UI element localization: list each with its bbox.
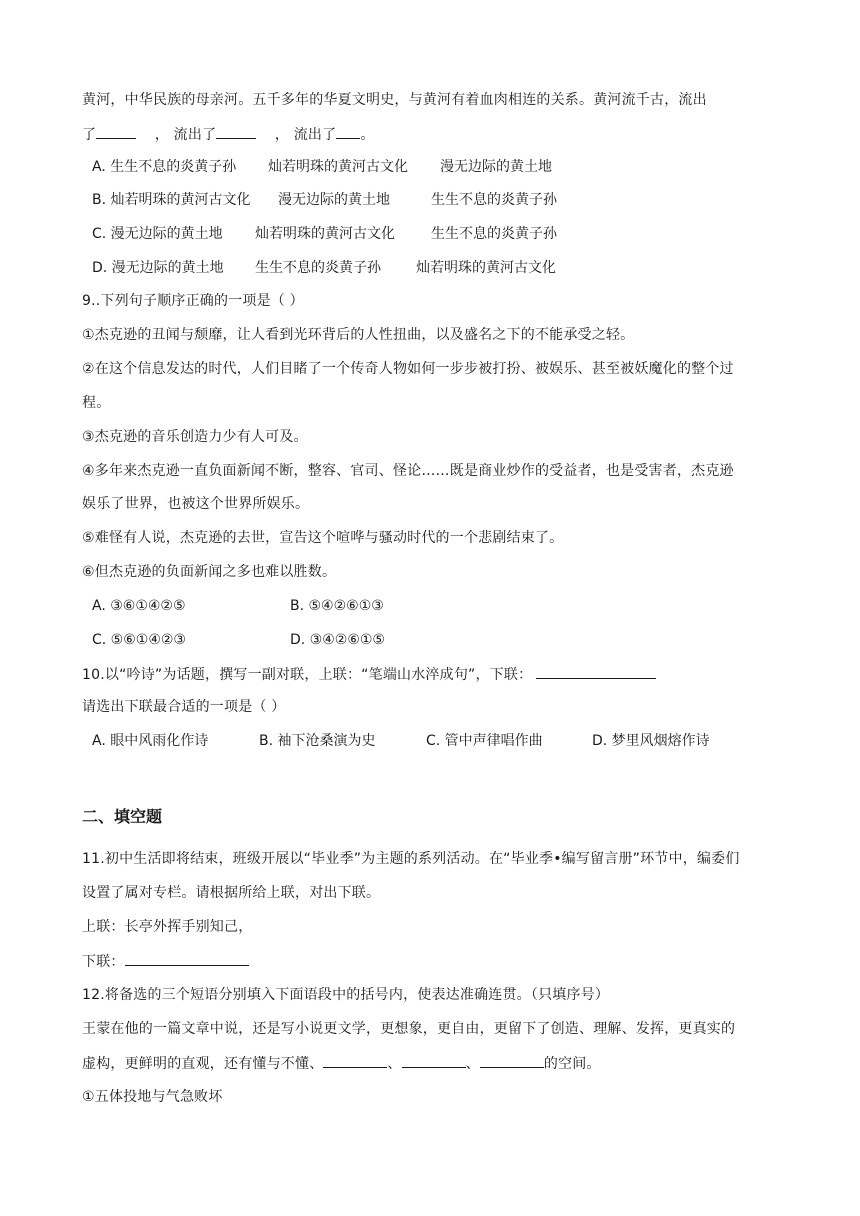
q9-sentence-2: ②在这个信息发达的时代，人们目睹了一个传奇人物如何一步步被打扮、被娱乐、甚至被妖魔化的整个过 (82, 361, 734, 377)
q12-stem: 12.将备选的三个短语分别填入下面语段中的括号内，使表达准确连贯。（只填序号） (82, 987, 610, 1003)
q9-sentence-6: ⑥但杰克逊的负面新闻之多也难以胜数。 (82, 564, 337, 580)
section-heading: 二、填空题 (82, 807, 163, 826)
q8-option-b-phrase3: 生生不息的炎黄子孙 (431, 192, 557, 208)
answer-blank[interactable] (216, 124, 256, 139)
answer-blank[interactable] (536, 664, 656, 679)
q11-lower-couplet (82, 951, 249, 972)
answer-blank[interactable] (336, 124, 360, 139)
q8-option-a[interactable]: A. 生生不息的炎黄子孙 (92, 159, 237, 175)
q11-lower-label: 下联： (82, 954, 125, 970)
q8-option-a-phrase3: 漫无边际的黄土地 (440, 159, 552, 175)
q8-text-c: ， 流出了 (274, 127, 337, 143)
q12-item-1: ①五体投地与气急败坏 (82, 1089, 223, 1105)
q9-option-d[interactable]: D. ③④②⑥①⑤ (290, 632, 385, 648)
q8-option-d-phrase2: 生生不息的炎黄子孙 (255, 260, 381, 276)
q10-option-c[interactable]: C. 管中声律唱作曲 (426, 733, 543, 749)
q8-text-a: 了 (82, 127, 97, 143)
q12-separator: 、 (465, 1056, 480, 1072)
q12-passage-line1: 王蒙在他的一篇文章中说，还是写小说更文学，更想象，更自由，更留下了创造、理解、发挥，更真实的 (82, 1021, 736, 1037)
q8-option-d-phrase3: 灿若明珠的黄河古文化 (416, 260, 556, 276)
q8-option-a-phrase2: 灿若明珠的黄河古文化 (268, 159, 408, 175)
q11-upper-couplet: 上联：长亭外挥手别知己， (82, 919, 253, 935)
q8-option-c-phrase3: 生生不息的炎黄子孙 (431, 226, 557, 242)
q10-option-b[interactable]: B. 袖下沧桑演为史 (259, 733, 376, 749)
q9-option-c[interactable]: C. ⑤⑥①④②③ (92, 632, 186, 648)
q10-option-a[interactable]: A. 眼中风雨化作诗 (92, 733, 209, 749)
q8-option-d[interactable]: D. 漫无边际的黄土地 (92, 260, 224, 276)
q11-line2: 设置了属对专栏。请根据所给上联，对出下联。 (82, 885, 381, 901)
q9-sentence-3: ③杰克逊的音乐创造力少有人可及。 (82, 429, 308, 445)
answer-blank[interactable] (125, 951, 249, 966)
answer-blank[interactable] (323, 1053, 387, 1068)
q9-sentence-2-cont: 程。 (82, 395, 111, 411)
q12-separator: 、 (387, 1056, 402, 1072)
answer-blank[interactable] (480, 1053, 544, 1068)
q10-option-d[interactable]: D. 梦里风烟熔作诗 (592, 733, 710, 749)
q12-passage-text: 虚构，更鲜明的直观，还有懂与不懂、 (82, 1056, 324, 1072)
q8-text-b: ， 流出了 (154, 127, 217, 143)
q10-stem (82, 664, 656, 685)
q8-option-b-phrase2: 漫无边际的黄土地 (278, 192, 390, 208)
q9-sentence-5: ⑤难怪有人说，杰克逊的去世，宣告这个喧哗与骚动时代的一个悲剧结束了。 (82, 530, 564, 546)
q10-prompt: 请选出下联最合适的一项是（ ） (82, 699, 286, 715)
q9-sentence-1: ①杰克逊的丑闻与颓靡，让人看到光环背后的人性扭曲，以及盛名之下的不能承受之轻。 (82, 327, 635, 343)
q11-line1: 11.初中生活即将结束，班级开展以“毕业季”为主题的系列活动。在“毕业季•编写留言册”环节中，编委们 (82, 851, 740, 867)
q9-option-a[interactable]: A. ③⑥①④②⑤ (92, 598, 186, 614)
q9-sentence-4-cont: 娱乐了世界，也被这个世界所娱乐。 (82, 496, 310, 512)
q9-option-b[interactable]: B. ⑤④②⑥①③ (290, 598, 384, 614)
q8-text-d: 。 (360, 127, 375, 143)
q9-sentence-4: ④多年来杰克逊一直负面新闻不断，整容、官司、怪论……既是商业炒作的受益者，也是受害者，杰克逊 (82, 463, 734, 479)
q8-option-b[interactable]: B. 灿若明珠的黄河古文化 (92, 192, 251, 208)
q12-passage-end: 的空间。 (543, 1056, 601, 1072)
q8-stem-line2 (82, 124, 375, 145)
answer-blank[interactable] (96, 124, 136, 139)
answer-blank[interactable] (402, 1053, 466, 1068)
q8-option-c[interactable]: C. 漫无边际的黄土地 (92, 226, 223, 242)
q8-stem-line1: 黄河，中华民族的母亲河。五千多年的华夏文明史，与黄河有着血肉相连的关系。黄河流千古，流出 (82, 92, 707, 108)
q8-option-c-phrase2: 灿若明珠的黄河古文化 (255, 226, 395, 242)
q10-stem-text: 10.以“吟诗”为话题，撰写一副对联，上联：“笔端山水淬成句”，下联： (82, 667, 533, 683)
q12-passage-line2 (82, 1053, 601, 1074)
q9-stem: 9..下列句子顺序正确的一项是（ ） (82, 293, 304, 309)
